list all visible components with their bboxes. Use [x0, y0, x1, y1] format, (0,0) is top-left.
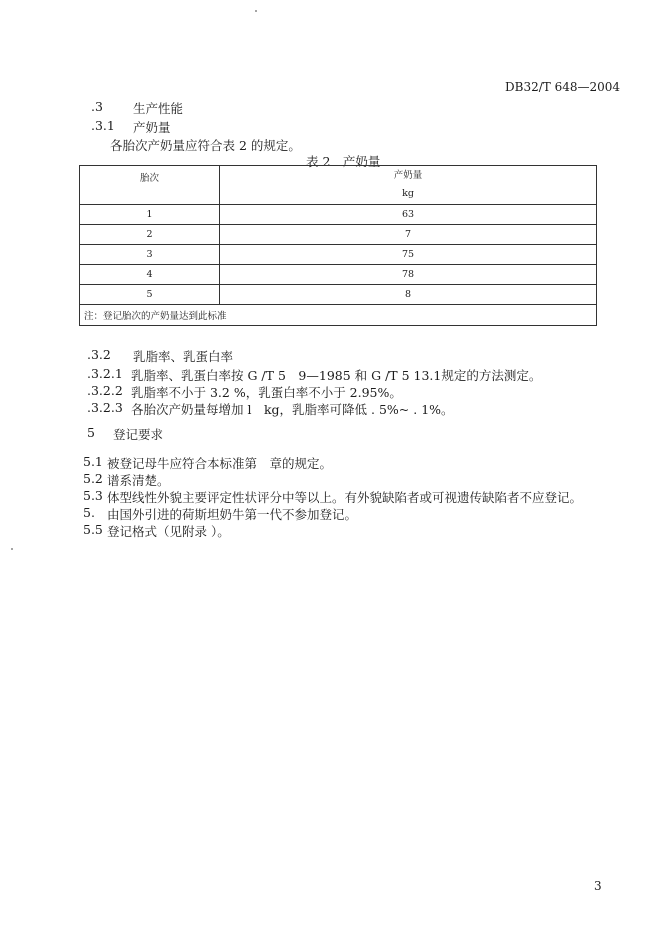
page-number: 3: [594, 879, 602, 893]
table-row: [80, 265, 597, 285]
cell-parity: 1: [80, 205, 220, 225]
clause-text: 体型线性外貌主要评定性状评分中等以上。有外貌缺陷者或可视遗传缺陷者不应登记。: [107, 490, 583, 505]
clause-number: 5.5: [83, 522, 103, 537]
subsection-number: .3.2: [87, 347, 111, 362]
header-unit: kg: [402, 188, 414, 199]
section-number: 5: [87, 425, 95, 440]
standard-number: DB32/T 648—2004: [505, 80, 621, 94]
paragraph: 各胎次产奶量应符合表 2 的规定。: [110, 138, 301, 153]
cell-value: 8: [220, 285, 597, 305]
subsection-title: 乳脂率、乳蛋白率: [133, 349, 234, 364]
clause-text: 乳脂率不小于 3.2 %，乳蛋白率不小于 2.95%。: [131, 385, 402, 400]
section-title: 登记要求: [113, 427, 164, 442]
scan-speck: [11, 548, 13, 550]
cell-parity: 4: [80, 265, 220, 285]
clause-text: 谱系清楚。: [107, 473, 170, 488]
header-milk-yield-label: 产奶量: [393, 170, 423, 181]
cell-parity: 2: [80, 225, 220, 245]
clause-text: 由国外引进的荷斯坦奶牛第一代不参加登记。: [107, 507, 358, 522]
table-row: [80, 225, 597, 245]
section-number: .3: [91, 99, 103, 114]
clause-text: 乳脂率、乳蛋白率按 G /T 5 9—1985 和 G /T 5 13.1规定的方法测定。: [131, 368, 542, 383]
table-row: [80, 285, 597, 305]
cell-value: 78: [220, 265, 597, 285]
cell-parity: 5: [80, 285, 220, 305]
subsection-number: .3.1: [91, 118, 115, 133]
clause-number: .3.2.1: [87, 366, 123, 381]
table-caption: 表 2 产奶量: [306, 154, 381, 169]
clause-number: 5.1: [83, 454, 103, 469]
table-row: [80, 205, 597, 225]
cell-value: 75: [220, 245, 597, 265]
section-title: 生产性能: [133, 101, 184, 116]
header-parity: 胎次: [80, 166, 220, 205]
table-row: [80, 245, 597, 265]
milk-yield-table: [79, 165, 597, 326]
clause-number: .3.2.2: [87, 383, 123, 398]
cell-parity: 3: [80, 245, 220, 265]
subsection-title: 产奶量: [133, 120, 171, 135]
table-header-row: [80, 166, 597, 205]
clause-number: 5.3: [83, 488, 103, 503]
scan-speck: [255, 10, 257, 12]
clause-number: 5.2: [83, 471, 103, 486]
clause-number: .3.2.3: [87, 400, 123, 415]
clause-text: 登记格式（见附录 ）。: [107, 524, 230, 539]
header-milk-yield: [220, 166, 597, 205]
table-note-row: [80, 305, 597, 326]
clause-number: 5.: [83, 505, 95, 520]
cell-value: 63: [220, 205, 597, 225]
cell-value: 7: [220, 225, 597, 245]
clause-text: 各胎次产奶量每增加 l kg，乳脂率可降低 . 5%~ . 1%。: [131, 402, 454, 417]
table-note: 注：登记胎次的产奶量达到此标准: [80, 305, 597, 326]
clause-text: 被登记母牛应符合本标准第 章的规定。: [107, 456, 333, 471]
